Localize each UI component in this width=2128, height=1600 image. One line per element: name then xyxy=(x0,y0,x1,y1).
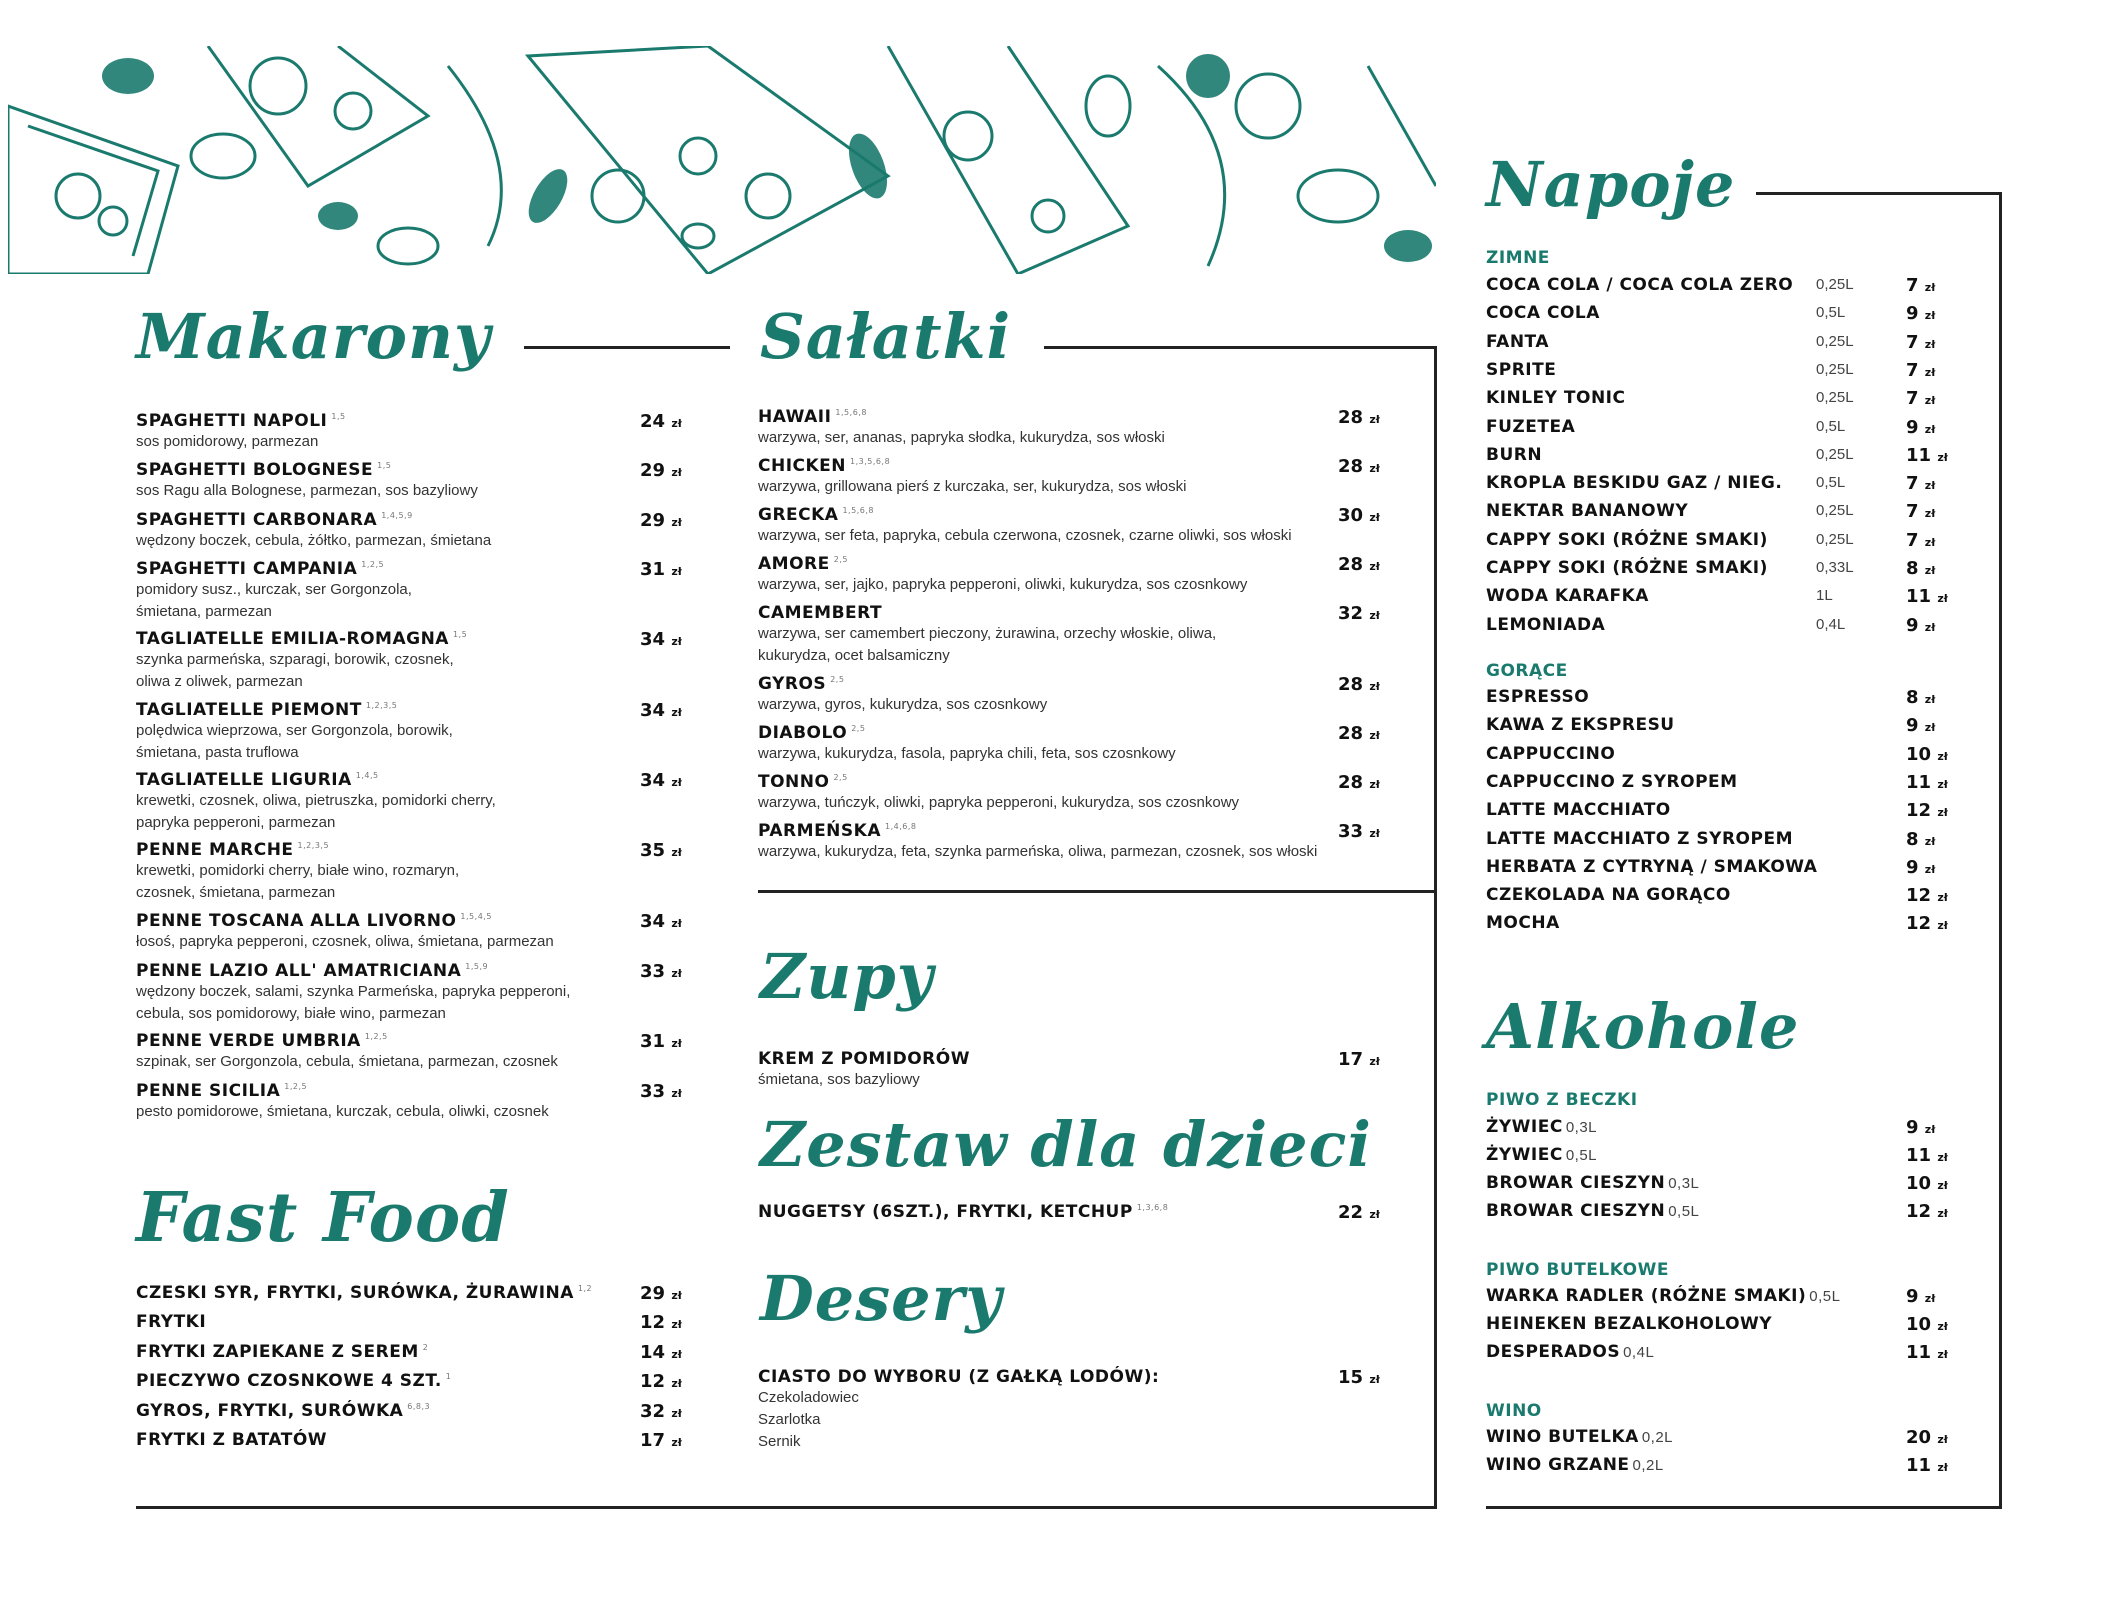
section-title-zupy: Zupy xyxy=(760,940,934,1013)
drink-price: 11 zł xyxy=(1906,586,1948,608)
drink-volume: 0,4L xyxy=(1623,1344,1655,1361)
menu-item xyxy=(136,1081,549,1123)
allergen-codes: 1 xyxy=(445,1372,452,1382)
menu-item xyxy=(758,674,1047,716)
drink-row xyxy=(1486,1145,1956,1171)
section-title-fastfood: Fast Food xyxy=(136,1178,510,1258)
menu-item xyxy=(758,821,1317,863)
drink-name: ŻYWIEC 0,3L xyxy=(1486,1117,1598,1137)
menu-item-price: 33 zł xyxy=(1338,821,1380,842)
drink-row xyxy=(1486,303,1956,329)
drink-name: ESPRESSO xyxy=(1486,687,1590,707)
allergen-codes: 1,4,6,8 xyxy=(884,822,917,832)
drink-price: 9 zł xyxy=(1906,715,1936,737)
menu-item-price: 34 zł xyxy=(640,700,682,721)
drink-name: BROWAR CIESZYN 0,3L xyxy=(1486,1173,1700,1193)
drink-volume: 0,25L xyxy=(1816,332,1854,350)
allergen-codes: 1,2,3,5 xyxy=(365,701,398,711)
menu-item-description: krewetki, pomidorki cherry, białe wino, rozmaryn, xyxy=(136,862,460,879)
menu-item-description: warzywa, gyros, kukurydza, sos czosnkowy xyxy=(758,696,1048,713)
menu-item-name: DIABOLO $^{2,5}$ xyxy=(758,723,866,743)
allergen-codes: 1,5 xyxy=(377,461,392,471)
allergen-codes: 1,2 xyxy=(577,1284,593,1294)
menu-item-description: szynka parmeńska, szparagi, borowik, czosnek, xyxy=(136,651,454,668)
drink-row xyxy=(1486,360,1956,386)
allergen-codes: 2 xyxy=(422,1343,429,1353)
category-zimne: ZIMNE xyxy=(1486,248,1550,268)
menu-item-description: warzywa, ser feta, papryka, cebula czerwona, czosnek, czarne oliwki, sos włoski xyxy=(758,527,1292,544)
menu-item xyxy=(136,1312,206,1332)
menu-item xyxy=(136,911,554,953)
drink-price: 11 zł xyxy=(1906,444,1948,466)
menu-item-description: Sernik xyxy=(758,1433,801,1450)
menu-item-price: 17 zł xyxy=(1338,1049,1380,1070)
menu-item-name: TAGLIATELLE PIEMONT $^{1,2,3,5}$ xyxy=(136,700,398,720)
menu-item-price: 29 zł xyxy=(640,510,682,531)
drink-row xyxy=(1486,1117,1956,1143)
allergen-codes: 1,5 xyxy=(452,630,468,640)
drink-price: 7 zł xyxy=(1906,388,1936,410)
menu-item-price: 17 zł xyxy=(640,1430,682,1451)
drink-name: CZEKOLADA NA GORĄCO xyxy=(1486,885,1731,906)
drink-row xyxy=(1486,1455,1956,1481)
drink-name: WARKA RADLER (RÓŻNE SMAKI) 0,5L xyxy=(1486,1286,1841,1306)
drink-volume: 0,25L xyxy=(1816,276,1854,293)
menu-item-price: 28 zł xyxy=(1338,723,1380,744)
drink-price: 7 zł xyxy=(1906,331,1936,353)
allergen-codes: 1,4,5 xyxy=(355,771,379,781)
menu-item-name: TONNO $^{2,5}$ xyxy=(758,772,848,792)
drink-price: 9 zł xyxy=(1906,1117,1936,1138)
allergen-codes: 1,5 xyxy=(331,412,346,422)
drink-volume: 0,2L xyxy=(1632,1457,1664,1474)
menu-item-name: FRYTKI xyxy=(136,1312,207,1332)
drink-price: 11 zł xyxy=(1906,771,1948,793)
menu-item-description: warzywa, ser, jajko, papryka pepperoni, oliwki, kukurydza, sos czosnkowy xyxy=(758,576,1248,593)
menu-item-name: CIASTO DO WYBORU (Z GAŁKĄ LODÓW): xyxy=(758,1367,1160,1387)
menu-item xyxy=(758,554,1247,596)
drink-price: 9 zł xyxy=(1906,416,1936,438)
menu-item-name: CAMEMBERT xyxy=(758,603,883,623)
divider xyxy=(1434,346,1437,892)
menu-item-name: GYROS, FRYTKI, SURÓWKA $^{6,8,3}$ xyxy=(136,1401,431,1421)
pizza-pattern-banner xyxy=(8,46,1436,274)
menu-item xyxy=(136,700,453,764)
drink-row xyxy=(1486,473,1956,499)
menu-item-description: Czekoladowiec xyxy=(758,1389,859,1406)
menu-item-price: 12 zł xyxy=(640,1371,682,1392)
allergen-codes: 6,8,3 xyxy=(407,1402,431,1412)
menu-item-name: FRYTKI Z BATATÓW xyxy=(136,1430,328,1450)
menu-item xyxy=(136,559,412,623)
drink-volume: 0,2L xyxy=(1641,1429,1674,1446)
drink-name: SPRITE xyxy=(1486,359,1557,380)
menu-item-price: 28 zł xyxy=(1338,456,1380,477)
drink-name: CAPPY SOKI (RÓŻNE SMAKI) xyxy=(1486,529,1768,550)
menu-item-description: krewetki, czosnek, oliwa, pietruszka, pomidorki cherry, xyxy=(136,792,496,809)
divider xyxy=(758,890,1437,893)
drink-name: WODA KARAFKA xyxy=(1486,586,1649,607)
menu-item-price: 28 zł xyxy=(1338,772,1380,793)
drink-row xyxy=(1486,1427,1956,1453)
drink-row xyxy=(1486,1173,1956,1199)
drink-price: 7 zł xyxy=(1906,275,1936,296)
menu-item xyxy=(136,1031,558,1073)
drink-row xyxy=(1486,530,1956,556)
allergen-codes: 1,2,3,5 xyxy=(297,841,330,851)
drink-volume: 0,3L xyxy=(1668,1175,1700,1192)
menu-item-price: 34 zł xyxy=(640,770,682,791)
drink-price: 7 zł xyxy=(1906,473,1936,495)
menu-item-description: warzywa, kukurydza, fasola, papryka chili, feta, sos czosnkowy xyxy=(758,745,1176,762)
drink-name: KINLEY TONIC xyxy=(1486,388,1626,409)
menu-item-description: polędwica wieprzowa, ser Gorgonzola, borowik, xyxy=(136,722,453,739)
menu-item-price: 35 zł xyxy=(640,840,682,861)
drink-row xyxy=(1486,275,1956,301)
menu-item-name: PENNE VERDE UMBRIA $^{1,2,5}$ xyxy=(136,1031,388,1051)
drink-row xyxy=(1486,772,1956,798)
menu-item xyxy=(136,1401,430,1421)
menu-item-description: szpinak, ser Gorgonzola, cebula, śmietana, parmezan, czosnek xyxy=(136,1053,558,1070)
drink-price: 10 zł xyxy=(1906,1314,1948,1335)
drink-row xyxy=(1486,800,1956,826)
menu-item xyxy=(758,1049,970,1091)
menu-item-name: AMORE $^{2,5}$ xyxy=(758,554,848,574)
section-title-salatki: Sałatki xyxy=(760,300,1012,373)
drink-row xyxy=(1486,687,1956,713)
drink-volume: 0,5L xyxy=(1809,1288,1841,1305)
drink-name: CAPPY SOKI (RÓŻNE SMAKI) xyxy=(1486,558,1768,578)
drink-price: 11 zł xyxy=(1906,1342,1948,1363)
menu-item xyxy=(136,1342,428,1362)
menu-item-price: 31 zł xyxy=(640,1031,682,1052)
menu-item-description: warzywa, kukurydza, feta, szynka parmeńska, oliwa, parmezan, czosnek, sos włoski xyxy=(758,843,1318,860)
drink-price: 11 zł xyxy=(1906,1145,1948,1166)
drink-price: 9 zł xyxy=(1906,856,1936,878)
menu-item-description: sos Ragu alla Bolognese, parmezan, sos bazyliowy xyxy=(136,482,478,499)
drink-volume: 0,5L xyxy=(1816,474,1846,492)
allergen-codes: 1,2,5 xyxy=(284,1082,308,1092)
drink-row xyxy=(1486,615,1956,641)
menu-item-name: SPAGHETTI CAMPANIA $^{1,2,5}$ xyxy=(136,559,385,579)
drink-row xyxy=(1486,715,1956,741)
menu-item-price: 32 zł xyxy=(640,1401,682,1422)
drink-name: BROWAR CIESZYN 0,5L xyxy=(1486,1201,1700,1221)
drink-volume: 0,5L xyxy=(1565,1147,1598,1164)
menu-item-description: sos pomidorowy, parmezan xyxy=(136,433,319,450)
menu-item-price: 22 zł xyxy=(1338,1202,1380,1223)
drink-name: CAPPUCCINO xyxy=(1486,743,1616,764)
divider xyxy=(1486,1506,2002,1509)
menu-item-description: warzywa, ser camembert pieczony, żurawina, orzechy włoskie, oliwa, xyxy=(758,625,1217,642)
drink-name: LATTE MACCHIATO xyxy=(1486,800,1671,821)
menu-item-description: warzywa, grillowana pierś z kurczaka, ser, kukurydza, sos włoski xyxy=(758,478,1187,495)
menu-item-name: CHICKEN $^{1,3,5,6,8}$ xyxy=(758,456,891,476)
drink-volume: 0,5L xyxy=(1668,1203,1700,1220)
menu-item-price: 33 zł xyxy=(640,961,682,982)
drink-volume: 0,25L xyxy=(1816,360,1854,378)
category-gorace: GORĄCE xyxy=(1486,661,1568,681)
drink-row xyxy=(1486,744,1956,770)
menu-item-name: SPAGHETTI BOLOGNESE $^{1,5}$ xyxy=(136,460,392,480)
menu-item xyxy=(758,1202,1168,1222)
drink-name: COCA COLA xyxy=(1486,303,1600,324)
drink-name: COCA COLA / COCA COLA ZERO xyxy=(1486,275,1794,295)
category-wino: WINO xyxy=(1486,1401,1542,1421)
menu-item-description: papryka pepperoni, parmezan xyxy=(136,814,336,831)
section-title-dzieci: Zestaw dla dzieci xyxy=(760,1108,1372,1181)
drink-row xyxy=(1486,445,1956,471)
drink-name: CAPPUCCINO Z SYROPEM xyxy=(1486,771,1738,792)
drink-price: 7 zł xyxy=(1906,501,1936,523)
menu-item-price: 28 zł xyxy=(1338,407,1380,428)
allergen-codes: 1,5,6,8 xyxy=(842,506,874,516)
menu-item-price: 31 zł xyxy=(640,559,682,580)
allergen-codes: 1,3,5,6,8 xyxy=(850,457,891,467)
drink-price: 11 zł xyxy=(1906,1455,1948,1476)
menu-item-description: łosoś, papryka pepperoni, czosnek, oliwa, śmietana, parmezan xyxy=(136,933,554,950)
allergen-codes: 1,4,5,9 xyxy=(381,511,413,521)
menu-item-name: GRECKA $^{1,5,6,8}$ xyxy=(758,505,874,525)
divider xyxy=(1044,346,1437,349)
drink-name: WINO GRZANE 0,2L xyxy=(1486,1455,1664,1475)
divider xyxy=(1999,192,2002,1509)
section-title-alkohole: Alkohole xyxy=(1486,990,1800,1063)
section-title-napoje: Napoje xyxy=(1486,148,1736,221)
menu-item xyxy=(758,603,1216,667)
menu-item-price: 34 zł xyxy=(640,911,682,932)
menu-item-description: warzywa, tuńczyk, oliwki, papryka pepperoni, kukurydza, sos czosnkowy xyxy=(758,794,1240,811)
menu-item xyxy=(136,961,570,1025)
menu-item-description: wędzony boczek, cebula, żółtko, parmezan, śmietana xyxy=(136,532,492,549)
menu-item-name: PENNE TOSCANA ALLA LIVORNO $^{1,5,4,5}$ xyxy=(136,911,492,931)
menu-item xyxy=(758,772,1239,814)
section-title-makarony: Makarony xyxy=(136,300,492,373)
menu-item-name: GYROS $^{2,5}$ xyxy=(758,674,845,694)
category-piwo-z-beczki: PIWO Z BECZKI xyxy=(1486,1090,1638,1110)
drink-price: 9 zł xyxy=(1906,614,1936,636)
menu-item-price: 15 zł xyxy=(1338,1367,1380,1388)
drink-price: 8 zł xyxy=(1906,828,1936,850)
menu-item xyxy=(758,456,1186,498)
drink-name: DESPERADOS 0,4L xyxy=(1486,1342,1655,1362)
menu-item xyxy=(136,1371,451,1391)
drink-row xyxy=(1486,1201,1956,1227)
drink-name: NEKTAR BANANOWY xyxy=(1486,501,1689,522)
menu-item xyxy=(136,770,496,834)
drink-volume: 0,5L xyxy=(1816,417,1846,435)
drink-row xyxy=(1486,885,1956,911)
menu-item xyxy=(758,505,1292,547)
drink-price: 12 zł xyxy=(1906,800,1948,822)
pizza-pattern-illustration xyxy=(8,46,1436,274)
menu-item-description: oliwa z oliwek, parmezan xyxy=(136,673,303,690)
menu-item-description: wędzony boczek, salami, szynka Parmeńska, papryka pepperoni, xyxy=(136,983,571,1000)
menu-item xyxy=(758,407,1165,449)
drink-row xyxy=(1486,1286,1956,1312)
drink-price: 7 zł xyxy=(1906,359,1936,381)
menu-item-description: kukurydza, ocet balsamiczny xyxy=(758,647,950,664)
drink-row xyxy=(1486,829,1956,855)
drink-row xyxy=(1486,501,1956,527)
menu-item xyxy=(136,510,491,552)
menu-item xyxy=(136,1283,592,1303)
menu-item-name: TAGLIATELLE EMILIA-ROMAGNA $^{1,5}$ xyxy=(136,629,468,649)
menu-item-name: PENNE MARCHE $^{1,2,3,5}$ xyxy=(136,840,330,860)
drink-row xyxy=(1486,558,1956,584)
drink-price: 10 zł xyxy=(1906,1173,1948,1194)
drink-name: WINO BUTELKA 0,2L xyxy=(1486,1427,1674,1447)
menu-item-price: 14 zł xyxy=(640,1342,682,1363)
drink-name: FUZETEA xyxy=(1486,416,1576,437)
drink-volume: 0,25L xyxy=(1816,502,1854,520)
drink-price: 8 zł xyxy=(1906,558,1936,579)
drink-volume: 0,25L xyxy=(1816,530,1854,548)
drink-name: LEMONIADA xyxy=(1486,614,1606,635)
allergen-codes: 2,5 xyxy=(833,555,848,565)
drink-volume: 1L xyxy=(1816,587,1833,605)
drink-name: KROPLA BESKIDU GAZ / NIEG. xyxy=(1486,473,1783,494)
allergen-codes: 1,2,5 xyxy=(364,1032,388,1042)
menu-item-price: 28 zł xyxy=(1338,674,1380,695)
drink-price: 8 zł xyxy=(1906,687,1936,708)
drink-volume: 0,3L xyxy=(1565,1119,1598,1136)
menu-item-name: SPAGHETTI NAPOLI $^{1,5}$ xyxy=(136,411,346,431)
menu-item-description: śmietana, sos bazyliowy xyxy=(758,1071,920,1088)
menu-item-price: 24 zł xyxy=(640,411,682,432)
menu-item xyxy=(136,411,346,453)
menu-item xyxy=(136,460,478,502)
allergen-codes: 2,5 xyxy=(851,724,866,734)
allergen-codes: 1,5,4,5 xyxy=(460,912,492,922)
menu-item xyxy=(758,723,1176,765)
divider xyxy=(1434,890,1437,1509)
menu-item-name: SPAGHETTI CARBONARA $^{1,4,5,9}$ xyxy=(136,510,413,530)
menu-item-description: pomidory susz., kurczak, ser Gorgonzola, xyxy=(136,581,412,598)
menu-item-name: PARMEŃSKA $^{1,4,6,8}$ xyxy=(758,821,917,841)
drink-name: LATTE MACCHIATO Z SYROPEM xyxy=(1486,828,1793,849)
drink-row xyxy=(1486,913,1956,939)
drink-price: 9 zł xyxy=(1906,1286,1936,1307)
drink-price: 9 zł xyxy=(1906,303,1936,325)
drink-volume: 0,4L xyxy=(1816,615,1846,633)
drink-row xyxy=(1486,1342,1956,1368)
menu-item-name: PIECZYWO CZOSNKOWE 4 SZT. $^1$ xyxy=(136,1371,452,1391)
drink-row xyxy=(1486,1314,1956,1340)
menu-item-price: 33 zł xyxy=(640,1081,682,1102)
menu-item-description: śmietana, parmezan xyxy=(136,603,272,620)
menu-item xyxy=(136,840,459,904)
allergen-codes: 1,5,6,8 xyxy=(835,408,867,418)
drink-name: KAWA Z EKSPRESU xyxy=(1486,715,1675,736)
menu-item-description: pesto pomidorowe, śmietana, kurczak, cebula, oliwki, czosnek xyxy=(136,1103,549,1120)
category-piwo-butelkowe: PIWO BUTELKOWE xyxy=(1486,1260,1669,1280)
menu-item-description: śmietana, pasta truflowa xyxy=(136,744,299,761)
menu-item-name: KREM Z POMIDORÓW xyxy=(758,1049,970,1069)
drink-price: 12 zł xyxy=(1906,913,1948,935)
menu-item-name: TAGLIATELLE LIGURIA $^{1,4,5}$ xyxy=(136,770,379,790)
menu-item-name: PENNE LAZIO ALL' AMATRICIANA $^{1,5,9}$ xyxy=(136,961,489,981)
drink-name: BURN xyxy=(1486,444,1543,465)
menu-item-price: 30 zł xyxy=(1338,505,1380,526)
drink-name: HERBATA Z CYTRYNĄ / SMAKOWA xyxy=(1486,856,1818,877)
drink-name: MOCHA xyxy=(1486,913,1560,934)
drink-name: HEINEKEN BEZALKOHOLOWY xyxy=(1486,1314,1773,1334)
drink-price: 12 zł xyxy=(1906,885,1948,907)
menu-item-description: warzywa, ser, ananas, papryka słodka, kukurydza, sos włoski xyxy=(758,429,1165,446)
drink-row xyxy=(1486,857,1956,883)
allergen-codes: 2,5 xyxy=(833,773,848,783)
menu-item-name: FRYTKI ZAPIEKANE Z SEREM $^2$ xyxy=(136,1342,429,1362)
divider xyxy=(136,1506,1437,1509)
drink-volume: 0,33L xyxy=(1816,559,1854,576)
drink-price: 10 zł xyxy=(1906,743,1948,765)
section-title-desery: Desery xyxy=(760,1262,1003,1335)
menu-item-price: 34 zł xyxy=(640,629,682,650)
menu-item-description: Szarlotka xyxy=(758,1411,821,1428)
drink-price: 20 zł xyxy=(1906,1427,1948,1448)
drink-volume: 0,25L xyxy=(1816,445,1854,463)
menu-item-price: 29 zł xyxy=(640,460,682,481)
menu-item-description: cebula, sos pomidorowy, białe wino, parmezan xyxy=(136,1005,446,1022)
drink-row xyxy=(1486,417,1956,443)
menu-item-name: NUGGETSY (6SZT.), FRYTKI, KETCHUP $^{1,3,6,8}$ xyxy=(758,1202,1169,1222)
drink-row xyxy=(1486,586,1956,612)
menu-item-price: 28 zł xyxy=(1338,554,1380,575)
allergen-codes: 1,2,5 xyxy=(361,560,385,570)
allergen-codes: 1,3,6,8 xyxy=(1136,1203,1169,1213)
drink-name: ŻYWIEC 0,5L xyxy=(1486,1145,1598,1165)
divider xyxy=(524,346,730,349)
menu-item xyxy=(136,629,467,693)
allergen-codes: 1,5,9 xyxy=(465,962,489,972)
drink-row xyxy=(1486,388,1956,414)
menu-item-name: CZESKI SYR, FRYTKI, SURÓWKA, ŻURAWINA $^{1,2}$ xyxy=(136,1283,593,1303)
menu-item-price: 32 zł xyxy=(1338,603,1380,624)
drink-price: 12 zł xyxy=(1906,1201,1948,1222)
menu-item-name: HAWAII $^{1,5,6,8}$ xyxy=(758,407,867,427)
drink-volume: 0,25L xyxy=(1816,389,1854,407)
menu-item-description: czosnek, śmietana, parmezan xyxy=(136,884,336,901)
menu-item-name: PENNE SICILIA $^{1,2,5}$ xyxy=(136,1081,308,1101)
menu-item-price: 12 zł xyxy=(640,1312,682,1333)
allergen-codes: 2,5 xyxy=(830,675,845,685)
drink-volume: 0,5L xyxy=(1816,304,1846,322)
drink-name: FANTA xyxy=(1486,331,1549,352)
divider xyxy=(1756,192,2002,195)
menu-item-price: 29 zł xyxy=(640,1283,682,1304)
menu-item xyxy=(758,1367,1159,1453)
drink-price: 7 zł xyxy=(1906,529,1936,551)
menu-item xyxy=(136,1430,327,1450)
drink-row xyxy=(1486,332,1956,358)
